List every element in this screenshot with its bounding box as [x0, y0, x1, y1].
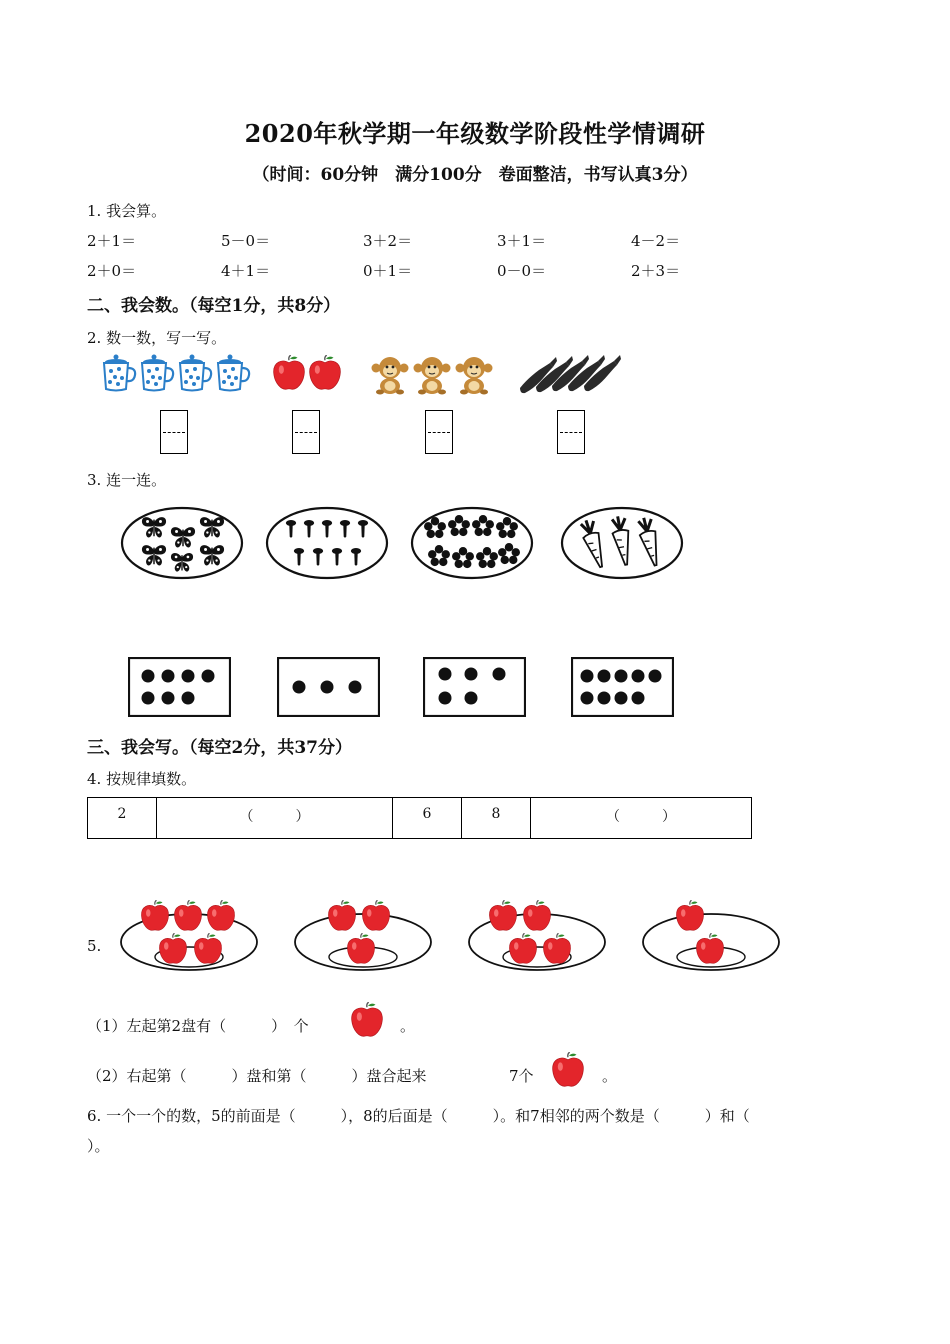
q6-text-cont: ）。 [87, 1137, 110, 1155]
cup-icon [142, 355, 173, 391]
apple-icon [489, 900, 516, 930]
q1-expr: 2＋0＝ [87, 262, 137, 280]
q3-label: 3. 连一连。 [87, 471, 167, 489]
carrot-oval[interactable] [560, 505, 685, 581]
answer-box[interactable] [557, 410, 585, 454]
q1-expr: 0＋1＝ [363, 262, 413, 280]
apple-icon [274, 355, 305, 389]
dot-card[interactable] [423, 657, 526, 717]
cup-icon [180, 355, 211, 391]
cup-group [98, 353, 258, 395]
q1-label: 1. 我会算。 [87, 202, 167, 220]
cup-icon [218, 355, 249, 391]
monkey-icon [372, 357, 409, 395]
page-title: 2020年秋学期一年级数学阶段性学情调研 [244, 119, 706, 148]
dot-card[interactable] [128, 657, 231, 717]
q2-label: 2. 数一数，写一写。 [87, 329, 227, 347]
sequence-blank[interactable]: （ ） [157, 798, 393, 839]
q1-expr: 3＋1＝ [497, 232, 547, 250]
q1-expr: 3＋2＝ [363, 232, 413, 250]
q1-expr: 4－2＝ [631, 232, 681, 250]
flower-oval[interactable] [410, 505, 535, 581]
apple-plate [118, 895, 261, 981]
section-heading: 三、我会写。（每空2分，共37分） [87, 738, 352, 758]
apple-icon [207, 900, 234, 930]
section-heading: 二、我会数。（每空1分，共8分） [87, 296, 341, 316]
sequence-cell: 6 [393, 798, 462, 839]
sequence-cell: 8 [462, 798, 531, 839]
apple-group [272, 355, 344, 393]
apple-plate [640, 895, 783, 981]
apple-plate [292, 895, 435, 981]
q5-sub1-end: 。 [400, 1017, 416, 1035]
q1-expr: 0－0＝ [497, 262, 547, 280]
answer-box[interactable] [292, 410, 320, 454]
apple-icon [362, 900, 389, 930]
sequence-table [87, 797, 752, 839]
q6-text: 6. 一个一个的数，5的前面是（ ），8的后面是（ ）。和7相邻的两个数是（ ）和（ [87, 1107, 750, 1125]
q1-expr: 4＋1＝ [221, 262, 271, 280]
answer-box[interactable] [425, 410, 453, 454]
apple-icon [523, 900, 550, 930]
q1-expr: 2＋3＝ [631, 262, 681, 280]
butterfly-oval[interactable] [120, 505, 245, 581]
cup-icon [104, 355, 135, 391]
apple-icon [328, 900, 355, 930]
dot-card[interactable] [277, 657, 380, 717]
q1-expr: 2＋1＝ [87, 232, 137, 250]
q5-sub2-text: （2）右起第（ ）盘和第（ ）盘合起来 [87, 1067, 427, 1085]
dot-card[interactable] [571, 657, 674, 717]
q1-expr: 5－0＝ [221, 232, 271, 250]
sequence-blank[interactable]: （ ） [531, 798, 752, 839]
brush-group [517, 353, 629, 395]
monkey-icon [456, 357, 493, 395]
answer-box[interactable] [160, 410, 188, 454]
apple-icon [676, 900, 703, 930]
apple-icon [551, 1052, 587, 1090]
monkey-group [370, 355, 498, 395]
q4-label: 4. 按规律填数。 [87, 770, 197, 788]
apple-icon [141, 900, 168, 930]
apple-icon [310, 355, 341, 389]
sequence-cell: 2 [88, 798, 157, 839]
q5-sub2-count: 7个 [509, 1067, 534, 1085]
monkey-icon [414, 357, 451, 395]
apple-plate [466, 895, 609, 981]
apple-icon [174, 900, 201, 930]
exam-info: （时间：60分钟 满分100分 卷面整洁，书写认真3分） [252, 165, 698, 185]
q5-sub2-end: 。 [602, 1067, 618, 1085]
apple-icon [350, 1002, 386, 1040]
q5-label: 5. [87, 937, 102, 955]
footprint-oval[interactable] [265, 505, 390, 581]
q5-sub1-text: （1）左起第2盘有（ ） 个 [87, 1017, 309, 1035]
